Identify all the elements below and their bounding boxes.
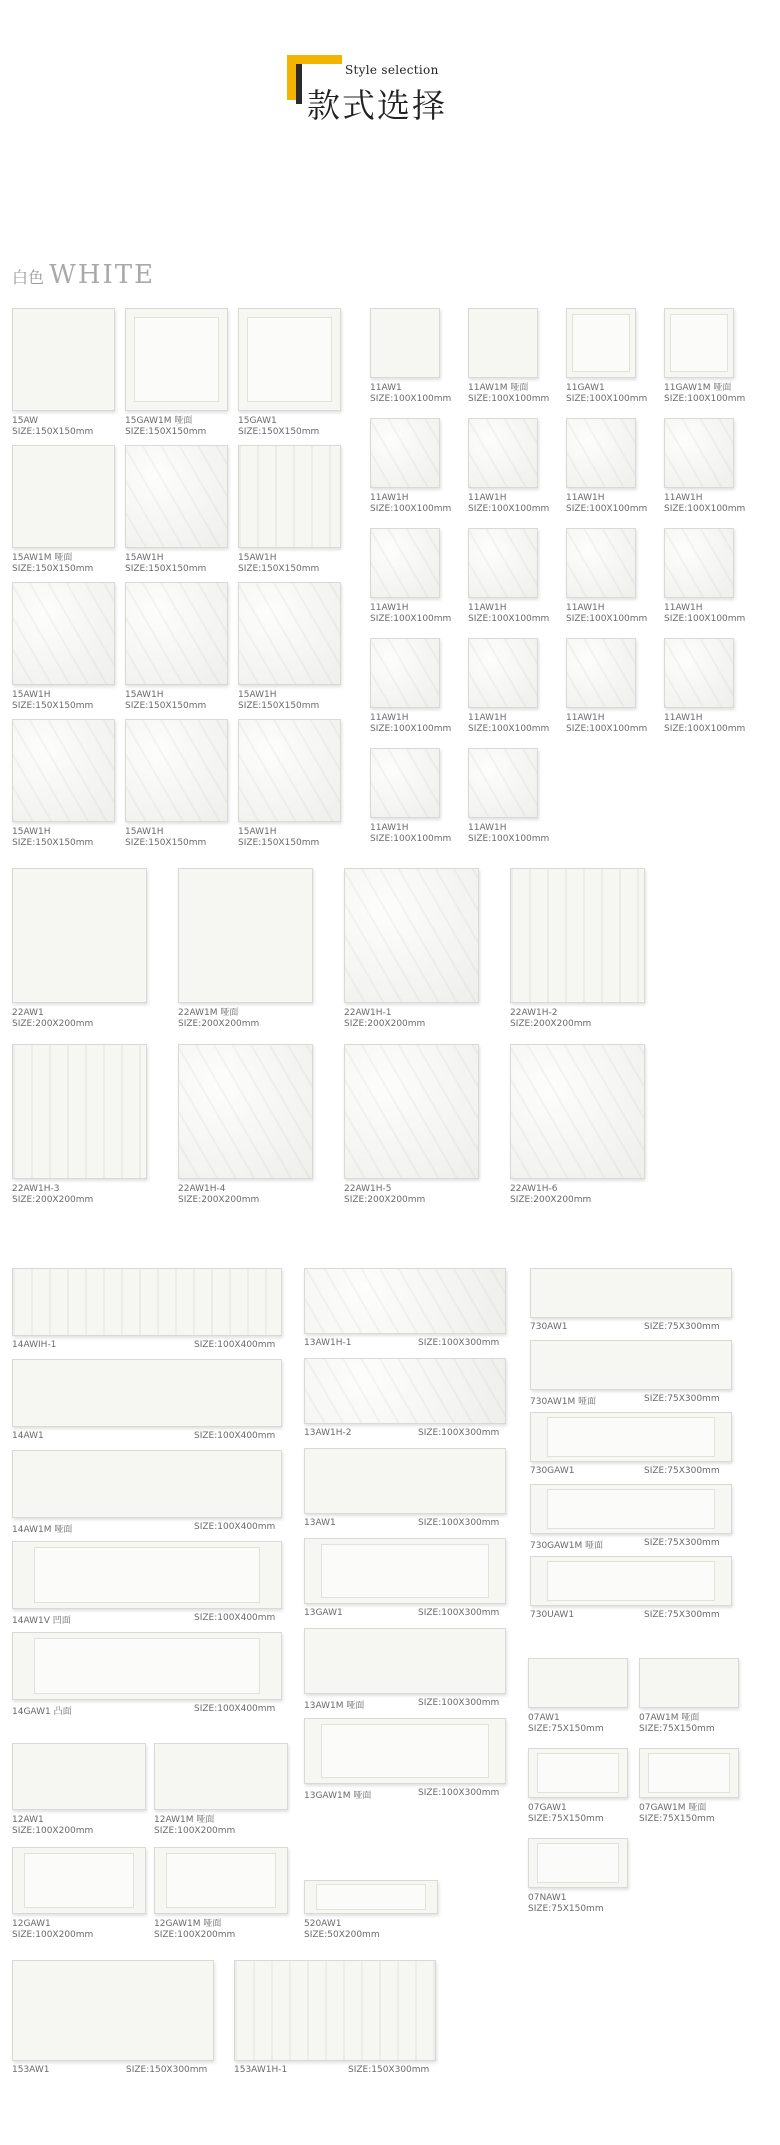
tile-code: 11AW1H xyxy=(468,713,507,723)
tile-code: 11AW1H xyxy=(566,603,605,613)
tile-caption xyxy=(566,713,647,735)
tile-size: SIZE:150X150mm xyxy=(12,564,94,574)
tile-caption xyxy=(12,553,93,575)
tile-caption xyxy=(125,690,206,712)
header-subtitle: Style selection xyxy=(345,63,439,77)
tile-size: SIZE:100X400mm xyxy=(194,1522,276,1532)
tile-swatch[interactable] xyxy=(12,1044,147,1179)
tile-swatch[interactable] xyxy=(370,418,440,488)
tile-size: SIZE:150X150mm xyxy=(125,427,207,437)
tile-size: SIZE:150X150mm xyxy=(12,838,94,848)
tile-code: 15AW1H xyxy=(12,827,51,837)
tile-code: 22AW1H-5 xyxy=(344,1184,392,1194)
tile-swatch[interactable] xyxy=(12,445,115,548)
tile-size: SIZE:200X200mm xyxy=(344,1019,426,1029)
tile-caption xyxy=(664,383,745,405)
tile-swatch[interactable] xyxy=(530,1340,732,1390)
tile-caption xyxy=(639,1803,715,1825)
header-accent-dark xyxy=(296,64,302,104)
tile-caption xyxy=(238,690,319,712)
tile-size: SIZE:100X100mm xyxy=(566,504,648,514)
tile-code: 15AW1M 哑面 xyxy=(12,553,73,563)
tile-caption xyxy=(125,553,206,575)
tile-swatch[interactable] xyxy=(12,1541,282,1609)
tile-code: 12GAW1 xyxy=(12,1919,51,1929)
tile-size: SIZE:75X150mm xyxy=(528,1904,604,1914)
tile-swatch[interactable] xyxy=(566,308,636,378)
tile-swatch[interactable] xyxy=(125,719,228,822)
tile-size: SIZE:100X100mm xyxy=(468,504,550,514)
tile-swatch[interactable] xyxy=(125,445,228,548)
tile-size: SIZE:150X150mm xyxy=(12,427,94,437)
tile-swatch[interactable] xyxy=(12,582,115,685)
tile-size: SIZE:200X200mm xyxy=(178,1195,260,1205)
tile-caption xyxy=(468,713,549,735)
tile-size: SIZE:75X150mm xyxy=(639,1724,715,1734)
tile-code: 730GAW1 xyxy=(530,1466,575,1476)
tile-swatch[interactable] xyxy=(304,1628,506,1694)
tile-size: SIZE:75X150mm xyxy=(528,1724,604,1734)
tile-swatch[interactable] xyxy=(664,638,734,708)
tile-size: SIZE:150X150mm xyxy=(238,838,320,848)
tile-size: SIZE:150X150mm xyxy=(238,564,320,574)
tile-caption xyxy=(178,1008,259,1030)
tile-code: 15AW1H xyxy=(238,690,277,700)
tile-code: 13AW1M 哑面 xyxy=(304,1701,365,1711)
tile-swatch[interactable] xyxy=(304,1538,506,1604)
tile-size: SIZE:100X200mm xyxy=(12,1930,94,1940)
tile-code: 730UAW1 xyxy=(530,1610,575,1620)
tile-size: SIZE:100X100mm xyxy=(370,394,452,404)
tile-code: 11AW1H xyxy=(664,713,703,723)
tile-caption xyxy=(238,553,319,575)
tile-size: SIZE:100X100mm xyxy=(664,504,746,514)
header-accent-top xyxy=(287,55,342,64)
tile-size: SIZE:100X300mm xyxy=(418,1788,500,1798)
tile-caption xyxy=(468,493,549,515)
tile-caption xyxy=(125,827,206,849)
tile-caption xyxy=(344,1008,425,1030)
tile-code: 520AW1 xyxy=(304,1919,342,1929)
tile-swatch[interactable] xyxy=(178,868,313,1003)
tile-code: 11AW1M 哑面 xyxy=(468,383,529,393)
tile-caption xyxy=(510,1184,591,1206)
tile-code: 730AW1M 哑面 xyxy=(530,1397,597,1407)
tile-swatch[interactable] xyxy=(304,1448,506,1514)
tile-code: 14AW1V 凹面 xyxy=(12,1616,71,1626)
tile-code: 153AW1 xyxy=(12,2065,50,2075)
tile-swatch[interactable] xyxy=(370,528,440,598)
tile-code: 13AW1H-2 xyxy=(304,1428,352,1438)
tile-swatch[interactable] xyxy=(510,1044,645,1179)
tile-size: SIZE:100X400mm xyxy=(194,1613,276,1623)
tile-caption xyxy=(12,1919,93,1941)
tile-code: 22AW1H-1 xyxy=(344,1008,392,1018)
tile-caption xyxy=(528,1713,604,1735)
tile-caption xyxy=(664,493,745,515)
tile-size: SIZE:75X300mm xyxy=(644,1322,720,1332)
tile-size: SIZE:100X100mm xyxy=(370,614,452,624)
tile-caption xyxy=(12,416,93,438)
tile-swatch[interactable] xyxy=(566,638,636,708)
tile-code: 11AW1H xyxy=(566,713,605,723)
tile-code: 14AW1M 哑面 xyxy=(12,1525,73,1535)
tile-size: SIZE:200X200mm xyxy=(510,1019,592,1029)
tile-code: 07AW1 xyxy=(528,1713,560,1723)
tile-swatch[interactable] xyxy=(528,1838,628,1888)
tile-code: 11AW1H xyxy=(370,713,409,723)
tile-size: SIZE:100X100mm xyxy=(664,394,746,404)
tile-swatch[interactable] xyxy=(304,1880,438,1914)
tile-code: 22AW1 xyxy=(12,1008,44,1018)
tile-swatch[interactable] xyxy=(12,719,115,822)
tile-size: SIZE:150X150mm xyxy=(12,701,94,711)
tile-caption xyxy=(510,1008,591,1030)
tile-code: 13AW1 xyxy=(304,1518,336,1528)
tile-swatch[interactable] xyxy=(566,418,636,488)
tile-size: SIZE:200X200mm xyxy=(344,1195,426,1205)
tile-code: 15AW1H xyxy=(238,553,277,563)
tile-swatch[interactable] xyxy=(154,1847,288,1914)
tile-swatch[interactable] xyxy=(304,1718,506,1784)
tile-code: 11AW1 xyxy=(370,383,402,393)
tile-code: 11AW1H xyxy=(370,493,409,503)
tile-size: SIZE:100X100mm xyxy=(468,614,550,624)
tile-size: SIZE:100X100mm xyxy=(664,614,746,624)
tile-swatch[interactable] xyxy=(238,719,341,822)
tile-size: SIZE:150X150mm xyxy=(125,838,207,848)
tile-size: SIZE:100X100mm xyxy=(566,724,648,734)
tile-swatch[interactable] xyxy=(125,582,228,685)
tile-code: 22AW1M 哑面 xyxy=(178,1008,239,1018)
tile-swatch[interactable] xyxy=(530,1412,732,1462)
tile-caption xyxy=(154,1919,235,1941)
tile-swatch[interactable] xyxy=(639,1748,739,1798)
tile-code: 11AW1H xyxy=(468,603,507,613)
section-label-en: WHITE xyxy=(49,260,156,290)
tile-size: SIZE:75X300mm xyxy=(644,1466,720,1476)
tile-caption xyxy=(12,827,93,849)
tile-size: SIZE:100X100mm xyxy=(566,394,648,404)
tile-swatch[interactable] xyxy=(12,1743,146,1810)
tile-swatch[interactable] xyxy=(12,1268,282,1336)
tile-caption xyxy=(370,493,451,515)
tile-size: SIZE:100X300mm xyxy=(418,1428,500,1438)
tile-caption xyxy=(12,1008,93,1030)
tile-swatch[interactable] xyxy=(468,748,538,818)
tile-code: 11GAW1 xyxy=(566,383,605,393)
tile-code: 13AW1H-1 xyxy=(304,1338,352,1348)
tile-code: 12AW1 xyxy=(12,1815,44,1825)
tile-size: SIZE:100X300mm xyxy=(418,1608,500,1618)
tile-code: 22AW1H-6 xyxy=(510,1184,558,1194)
tile-size: SIZE:75X300mm xyxy=(644,1394,720,1404)
tile-caption xyxy=(304,1919,380,1941)
tile-swatch[interactable] xyxy=(125,308,228,411)
tile-swatch[interactable] xyxy=(468,308,538,378)
tile-code: 07GAW1M 哑面 xyxy=(639,1803,707,1813)
tile-size: SIZE:100X300mm xyxy=(418,1698,500,1708)
tile-code: 15AW1H xyxy=(125,553,164,563)
tile-size: SIZE:100X200mm xyxy=(154,1930,236,1940)
tile-swatch[interactable] xyxy=(178,1044,313,1179)
tile-swatch[interactable] xyxy=(12,308,115,411)
tile-size: SIZE:150X150mm xyxy=(238,427,320,437)
tile-swatch[interactable] xyxy=(510,868,645,1003)
tile-size: SIZE:200X200mm xyxy=(12,1195,94,1205)
tile-swatch[interactable] xyxy=(12,868,147,1003)
tile-swatch[interactable] xyxy=(370,308,440,378)
tile-size: SIZE:150X150mm xyxy=(238,701,320,711)
tile-swatch[interactable] xyxy=(566,528,636,598)
tile-swatch[interactable] xyxy=(530,1556,732,1606)
tile-swatch[interactable] xyxy=(12,1632,282,1700)
tile-code: 11AW1H xyxy=(566,493,605,503)
tile-swatch[interactable] xyxy=(528,1658,628,1708)
tile-code: 14GAW1 凸面 xyxy=(12,1707,72,1717)
tile-caption xyxy=(370,713,451,735)
tile-swatch[interactable] xyxy=(12,1960,214,2061)
tile-size: SIZE:50X200mm xyxy=(304,1930,380,1940)
tile-caption xyxy=(125,416,206,438)
tile-code: 07AW1M 哑面 xyxy=(639,1713,700,1723)
tile-size: SIZE:200X200mm xyxy=(12,1019,94,1029)
tile-caption xyxy=(639,1713,715,1735)
tile-size: SIZE:100X100mm xyxy=(370,504,452,514)
tile-swatch[interactable] xyxy=(238,308,341,411)
tile-swatch[interactable] xyxy=(639,1658,739,1708)
tile-code: 15AW1H xyxy=(238,827,277,837)
tile-code: 07GAW1 xyxy=(528,1803,567,1813)
tile-size: SIZE:100X400mm xyxy=(194,1431,276,1441)
tile-caption xyxy=(664,713,745,735)
tile-caption xyxy=(468,603,549,625)
tile-caption xyxy=(664,603,745,625)
tile-code: 12AW1M 哑面 xyxy=(154,1815,215,1825)
tile-code: 11AW1H xyxy=(664,603,703,613)
tile-size: SIZE:100X100mm xyxy=(468,834,550,844)
tile-swatch[interactable] xyxy=(12,1359,282,1427)
tile-swatch[interactable] xyxy=(664,528,734,598)
tile-code: 22AW1H-2 xyxy=(510,1008,558,1018)
tile-swatch[interactable] xyxy=(304,1268,506,1334)
tile-size: SIZE:100X200mm xyxy=(12,1826,94,1836)
tile-code: 15AW1H xyxy=(125,827,164,837)
tile-size: SIZE:150X150mm xyxy=(125,701,207,711)
tile-code: 15GAW1 xyxy=(238,416,277,426)
tile-code: 15AW1H xyxy=(125,690,164,700)
tile-code: 11AW1H xyxy=(468,493,507,503)
tile-size: SIZE:100X100mm xyxy=(566,614,648,624)
tile-caption xyxy=(370,603,451,625)
tile-swatch[interactable] xyxy=(468,418,538,488)
tile-caption xyxy=(528,1803,604,1825)
tile-swatch[interactable] xyxy=(664,418,734,488)
tile-size: SIZE:100X100mm xyxy=(664,724,746,734)
tile-size: SIZE:75X150mm xyxy=(639,1814,715,1824)
tile-code: 11AW1H xyxy=(370,603,409,613)
tile-code: 13GAW1 xyxy=(304,1608,343,1618)
tile-caption xyxy=(566,383,647,405)
section-label-cn: 白色 xyxy=(12,268,45,287)
tile-swatch[interactable] xyxy=(468,528,538,598)
tile-code: 11GAW1M 哑面 xyxy=(664,383,732,393)
tile-caption xyxy=(528,1893,604,1915)
tile-caption xyxy=(238,827,319,849)
tile-code: 730AW1 xyxy=(530,1322,568,1332)
tile-swatch[interactable] xyxy=(664,308,734,378)
tile-caption xyxy=(154,1815,235,1837)
tile-swatch[interactable] xyxy=(12,1450,282,1518)
tile-size: SIZE:100X100mm xyxy=(468,394,550,404)
tile-code: 14AW1 xyxy=(12,1431,44,1441)
tile-code: 14AWIH-1 xyxy=(12,1340,57,1350)
tile-swatch[interactable] xyxy=(12,1847,146,1914)
tile-caption xyxy=(468,383,549,405)
tile-caption xyxy=(468,823,549,845)
tile-caption xyxy=(12,1815,93,1837)
tile-swatch[interactable] xyxy=(234,1960,436,2061)
tile-code: 13GAW1M 哑面 xyxy=(304,1791,372,1801)
tile-code: 730GAW1M 哑面 xyxy=(530,1541,604,1551)
tile-swatch[interactable] xyxy=(304,1358,506,1424)
tile-code: 15GAW1M 哑面 xyxy=(125,416,193,426)
tile-size: SIZE:100X300mm xyxy=(418,1338,500,1348)
tile-caption xyxy=(370,383,451,405)
tile-swatch[interactable] xyxy=(370,638,440,708)
tile-code: 07NAW1 xyxy=(528,1893,567,1903)
tile-size: SIZE:150X150mm xyxy=(125,564,207,574)
tile-size: SIZE:200X200mm xyxy=(510,1195,592,1205)
tile-size: SIZE:100X400mm xyxy=(194,1340,276,1350)
tile-swatch[interactable] xyxy=(344,1044,479,1179)
tile-code: 11AW1H xyxy=(370,823,409,833)
tile-code: 11AW1H xyxy=(664,493,703,503)
tile-code: 22AW1H-4 xyxy=(178,1184,226,1194)
tile-size: SIZE:75X150mm xyxy=(528,1814,604,1824)
tile-size: SIZE:100X400mm xyxy=(194,1704,276,1714)
page-title: 款式选择 xyxy=(307,86,447,125)
section-title xyxy=(12,260,155,290)
tile-caption xyxy=(12,1184,93,1206)
tile-code: 15AW1H xyxy=(12,690,51,700)
tile-size: SIZE:100X200mm xyxy=(154,1826,236,1836)
tile-swatch[interactable] xyxy=(370,748,440,818)
tile-code: 153AW1H-1 xyxy=(234,2065,288,2075)
tile-code: 11AW1H xyxy=(468,823,507,833)
tile-caption xyxy=(370,823,451,845)
tile-swatch[interactable] xyxy=(528,1748,628,1798)
tile-swatch[interactable] xyxy=(238,582,341,685)
tile-swatch[interactable] xyxy=(344,868,479,1003)
tile-size: SIZE:100X100mm xyxy=(468,724,550,734)
page-header xyxy=(0,0,780,140)
tile-caption xyxy=(178,1184,259,1206)
tile-swatch[interactable] xyxy=(530,1484,732,1534)
tile-caption xyxy=(238,416,319,438)
tile-swatch[interactable] xyxy=(238,445,341,548)
tile-size: SIZE:75X300mm xyxy=(644,1610,720,1620)
tile-size: SIZE:100X100mm xyxy=(370,724,452,734)
tile-size: SIZE:150X300mm xyxy=(126,2065,208,2075)
tile-caption xyxy=(566,603,647,625)
tile-size: SIZE:150X300mm xyxy=(348,2065,430,2075)
tile-swatch[interactable] xyxy=(154,1743,288,1810)
tile-size: SIZE:100X100mm xyxy=(370,834,452,844)
tile-swatch[interactable] xyxy=(530,1268,732,1318)
tile-size: SIZE:200X200mm xyxy=(178,1019,260,1029)
tile-caption xyxy=(12,690,93,712)
tile-code: 15AW xyxy=(12,416,39,426)
tile-code: 12GAW1M 哑面 xyxy=(154,1919,222,1929)
tile-caption xyxy=(566,493,647,515)
tile-swatch[interactable] xyxy=(468,638,538,708)
tile-size: SIZE:75X300mm xyxy=(644,1538,720,1548)
tile-code: 22AW1H-3 xyxy=(12,1184,60,1194)
tile-size: SIZE:100X300mm xyxy=(418,1518,500,1528)
tile-caption xyxy=(344,1184,425,1206)
